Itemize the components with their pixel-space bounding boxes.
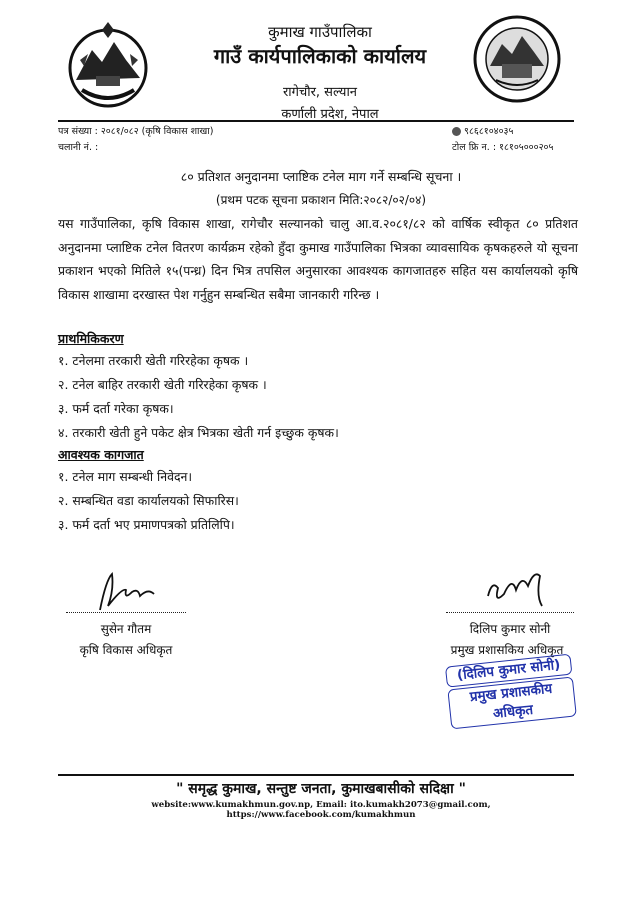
phone-number <box>452 124 513 137</box>
document-item: २. सम्बन्धित वडा कार्यालयको सिफारिस। <box>58 493 239 508</box>
publication-date: (प्रथम पटक सूचना प्रकाशन मिति:२०८२/०२/०४) <box>215 193 427 207</box>
stamp-name: (दिलिप कुमार सोनी) <box>445 654 573 688</box>
priority-item: ३. फर्म दर्ता गरेका कृषक। <box>58 401 174 416</box>
right-signature-icon <box>482 566 552 610</box>
notice-subject: ८० प्रतिशत अनुदानमा प्लाष्टिक टनेल माग गर्ने सम्बन्धि सूचना । <box>180 169 462 184</box>
left-signature-icon <box>92 570 162 614</box>
priority-item: ४. तरकारी खेती हुने पकेट क्षेत्र भित्रका खेती गर्न इच्छुक कृषक। <box>58 425 339 440</box>
phone-icon <box>452 127 461 136</box>
footer-motto: " समृद्ध कुमाख, सन्तुष्ट जनता, कुमाखबासीको सदिक्षा " <box>176 781 466 797</box>
priority-item: १. टनेलमा तरकारी खेती गरिरहेका कृषक । <box>58 353 249 368</box>
stamp-title: प्रमुख प्रशासकीय अधिकृत <box>447 676 576 729</box>
municipality-seal-icon <box>472 14 562 104</box>
notice-body: यस गाउँपालिका, कृषि विकास शाखा, रागेचौर सल्यानको चालु आ.व.२०८१/८२ को वार्षिक स्वीकृत ८० प्रतिशत अनुदानमा प्लाष्टिक टनेल वितरण कार्यक्रम रहेको हुँदा कुमाख गाउँपालिका भित्रका व्यावसायिक कृषकहरुले यो सूचना प्रकाशन भएको मितिले १५(पन्ध्र) दिन भित्र तपसिल अनुसारका आवश्यक कागजातहरु सहित यस कार्यालयको कृषि विकास शाखामा दरखास्त पेश गर्नुहुन सम्बन्धित सबैमा जानकारी गरिन्छ । <box>58 216 578 302</box>
office-title: गाउँ कार्यपालिकाको कार्यालय <box>213 44 427 68</box>
header-divider <box>58 120 574 122</box>
office-province: कर्णाली प्रदेश, नेपाल <box>281 107 379 122</box>
municipality-name: कुमाख गाउँपालिका <box>268 23 372 41</box>
official-stamp <box>445 654 577 732</box>
priority-heading: प्राथमिकिकरण <box>58 331 124 346</box>
office-location: रागेचौर, सल्यान <box>282 85 358 100</box>
dispatch-number: चलानी नं. : <box>58 142 99 153</box>
right-signatory-name: दिलिप कुमार सोनी <box>469 622 551 636</box>
left-signatory-name: सुसेन गौतम <box>100 622 152 636</box>
footer-divider <box>58 774 574 776</box>
left-signatory-title: कृषि विकास अधिकृत <box>79 643 173 657</box>
reference-number: पत्र संख्या : २०८१/०८२ (कृषि विकास शाखा) <box>58 126 214 137</box>
right-signature-line <box>446 612 574 613</box>
document-item: ३. फर्म दर्ता भए प्रमाणपत्रको प्रतिलिपि। <box>58 517 235 532</box>
priority-item: २. टनेल बाहिर तरकारी खेती गरिरहेका कृषक । <box>58 377 267 392</box>
document-item: १. टनेल माग सम्बन्धी निवेदन। <box>58 469 193 484</box>
toll-free-number: टोल फ्रि न. : १८१०५०००२०५ <box>452 142 554 153</box>
left-signature-line <box>66 612 186 613</box>
footer-contact: website:www.kumakhmun.gov.np, Email: ito.kumakh2073@gmail.com, https://www.facebook.com/kumakhmun <box>151 800 491 820</box>
nepal-emblem-icon <box>62 20 154 112</box>
phone-value: ९८६८१०४०३५ <box>464 126 514 137</box>
right-signatory-title: प्रमुख प्रशासकिय अधिकृत <box>450 643 564 657</box>
documents-heading: आवश्यक कागजात <box>58 447 144 462</box>
